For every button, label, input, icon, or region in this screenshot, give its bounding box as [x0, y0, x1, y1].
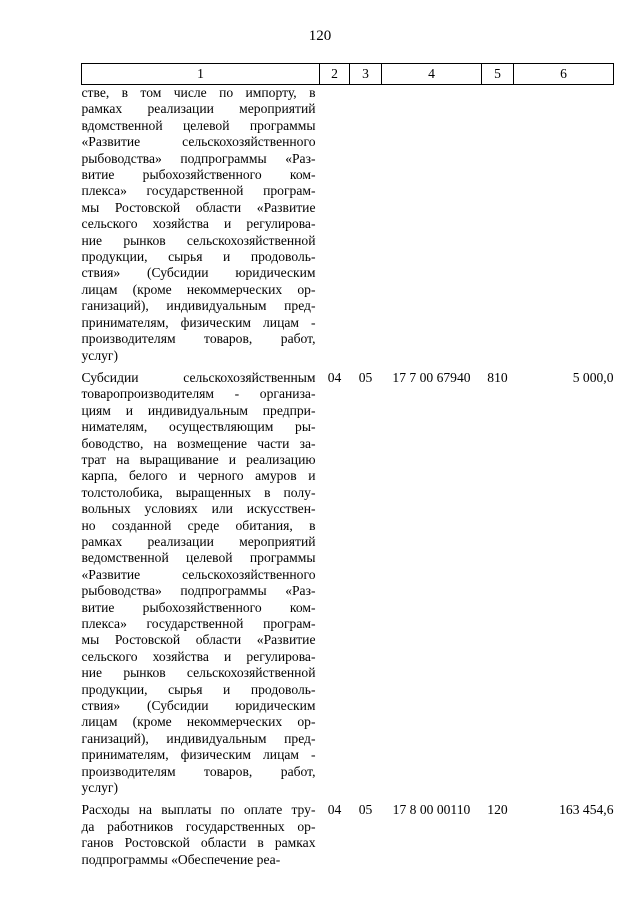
- description-line: Расходы на выплаты по оплате тру-: [81, 802, 316, 818]
- description-line: карпа, белого и черного амуров и: [81, 468, 316, 484]
- row-sum: [514, 85, 614, 370]
- budget-table: [81, 63, 614, 874]
- column-header-5: 5: [482, 64, 514, 85]
- description-line: продукции, сырья и продоволь-: [81, 249, 316, 265]
- row-pr: [350, 85, 382, 370]
- description-line: сельского хозяйства и регулирова-: [81, 216, 316, 232]
- row-pr: 05: [358, 802, 373, 818]
- page-number: 120: [308, 28, 332, 44]
- description-line: ведомственной целевой программы: [81, 550, 316, 566]
- description-line: ганизаций), индивидуальным пред-: [81, 298, 316, 314]
- table-row: [82, 802, 614, 874]
- row-sum: 163 454,6: [559, 802, 614, 818]
- column-header-1: 1: [82, 64, 320, 85]
- description-line: принимателям, физическим лицам -: [81, 747, 316, 763]
- row-sum: 5 000,0: [572, 369, 614, 385]
- column-header-3: 3: [350, 64, 382, 85]
- description-line: лицам (кроме некоммерческих ор-: [81, 281, 316, 297]
- table-row: [82, 370, 614, 803]
- row-rz: 04: [327, 369, 342, 385]
- description-line: но созданной среде обитания, в: [81, 517, 316, 533]
- description-line: рамках реализации мероприятий: [81, 101, 316, 117]
- table-row: [82, 85, 614, 370]
- description-line: вольных условиях или искусствен-: [81, 501, 316, 517]
- description-line: рыбоводства» подпрограммы «Раз-: [81, 583, 316, 599]
- description-line: рамках реализации мероприятий: [81, 533, 316, 549]
- description-line: услуг): [81, 780, 119, 796]
- row-csr: [382, 85, 482, 370]
- description-line: услуг): [81, 347, 119, 363]
- description-line: продукции, сырья и продоволь-: [81, 681, 316, 697]
- table-header-row: [82, 64, 614, 85]
- description-line: боводство, на возмещение части за-: [81, 435, 316, 451]
- description-line: ние рынков сельскохозяйственной: [81, 665, 316, 681]
- description-line: Субсидии сельскохозяйственным: [81, 369, 316, 385]
- description-line: ствия» (Субсидии юридическим: [81, 698, 316, 714]
- row-vr: [482, 85, 514, 370]
- column-header-6: 6: [514, 64, 614, 85]
- description-line: вдомственной целевой программы: [81, 117, 316, 133]
- description-line: подпрограммы «Обеспечение реа-: [81, 851, 281, 867]
- description-line: «Развитие сельскохозяйственного: [81, 566, 316, 582]
- description-line: мы Ростовской области «Развитие: [81, 632, 316, 648]
- row-csr: 17 8 00 00110: [392, 802, 471, 818]
- description-line: витие рыбохозяйственного ком-: [81, 167, 316, 183]
- description-line: да работников государственных ор-: [81, 818, 316, 834]
- description-line: принимателям, физическим лицам -: [81, 314, 316, 330]
- description-line: ганов Ростовской области в рамках: [81, 835, 316, 851]
- description-line: рыбоводства» подпрограммы «Раз-: [81, 150, 316, 166]
- description-line: нимателям, осуществляющим ры-: [81, 419, 316, 435]
- description-line: ние рынков сельскохозяйственной: [81, 232, 316, 248]
- description-line: мы Ростовской области «Развитие: [81, 199, 316, 215]
- column-header-4: 4: [382, 64, 482, 85]
- description-line: «Развитие сельскохозяйственного: [81, 134, 316, 150]
- row-vr: 810: [487, 369, 508, 385]
- description-line: сельского хозяйства и регулирова-: [81, 648, 316, 664]
- description-line: толстолобика, выращенных в полу-: [81, 484, 316, 500]
- description-line: циям и индивидуальным предпри-: [81, 402, 316, 418]
- description-line: лицам (кроме некоммерческих ор-: [81, 714, 316, 730]
- description-line: ствия» (Субсидии юридическим: [81, 265, 316, 281]
- row-description: [82, 85, 320, 370]
- description-line: производителям товаров, работ,: [81, 331, 316, 347]
- row-description: [82, 802, 320, 874]
- column-header-2: 2: [320, 64, 350, 85]
- row-pr: 05: [358, 369, 373, 385]
- description-line: товаропроизводителям - организа-: [81, 386, 316, 402]
- description-line: стве, в том числе по импорту, в: [81, 85, 316, 100]
- row-csr: 17 7 00 67940: [392, 369, 471, 385]
- row-rz: [320, 85, 350, 370]
- description-line: витие рыбохозяйственного ком-: [81, 599, 316, 615]
- description-line: плекса» государственной програм-: [81, 616, 316, 631]
- description-line: плекса» государственной програм-: [81, 183, 316, 199]
- row-description: [82, 370, 320, 803]
- description-line: трат на выращивание и реализацию: [81, 451, 316, 467]
- row-rz: 04: [327, 802, 342, 818]
- description-line: производителям товаров, работ,: [81, 763, 316, 779]
- row-vr: 120: [487, 802, 508, 818]
- description-line: ганизаций), индивидуальным пред-: [81, 730, 316, 746]
